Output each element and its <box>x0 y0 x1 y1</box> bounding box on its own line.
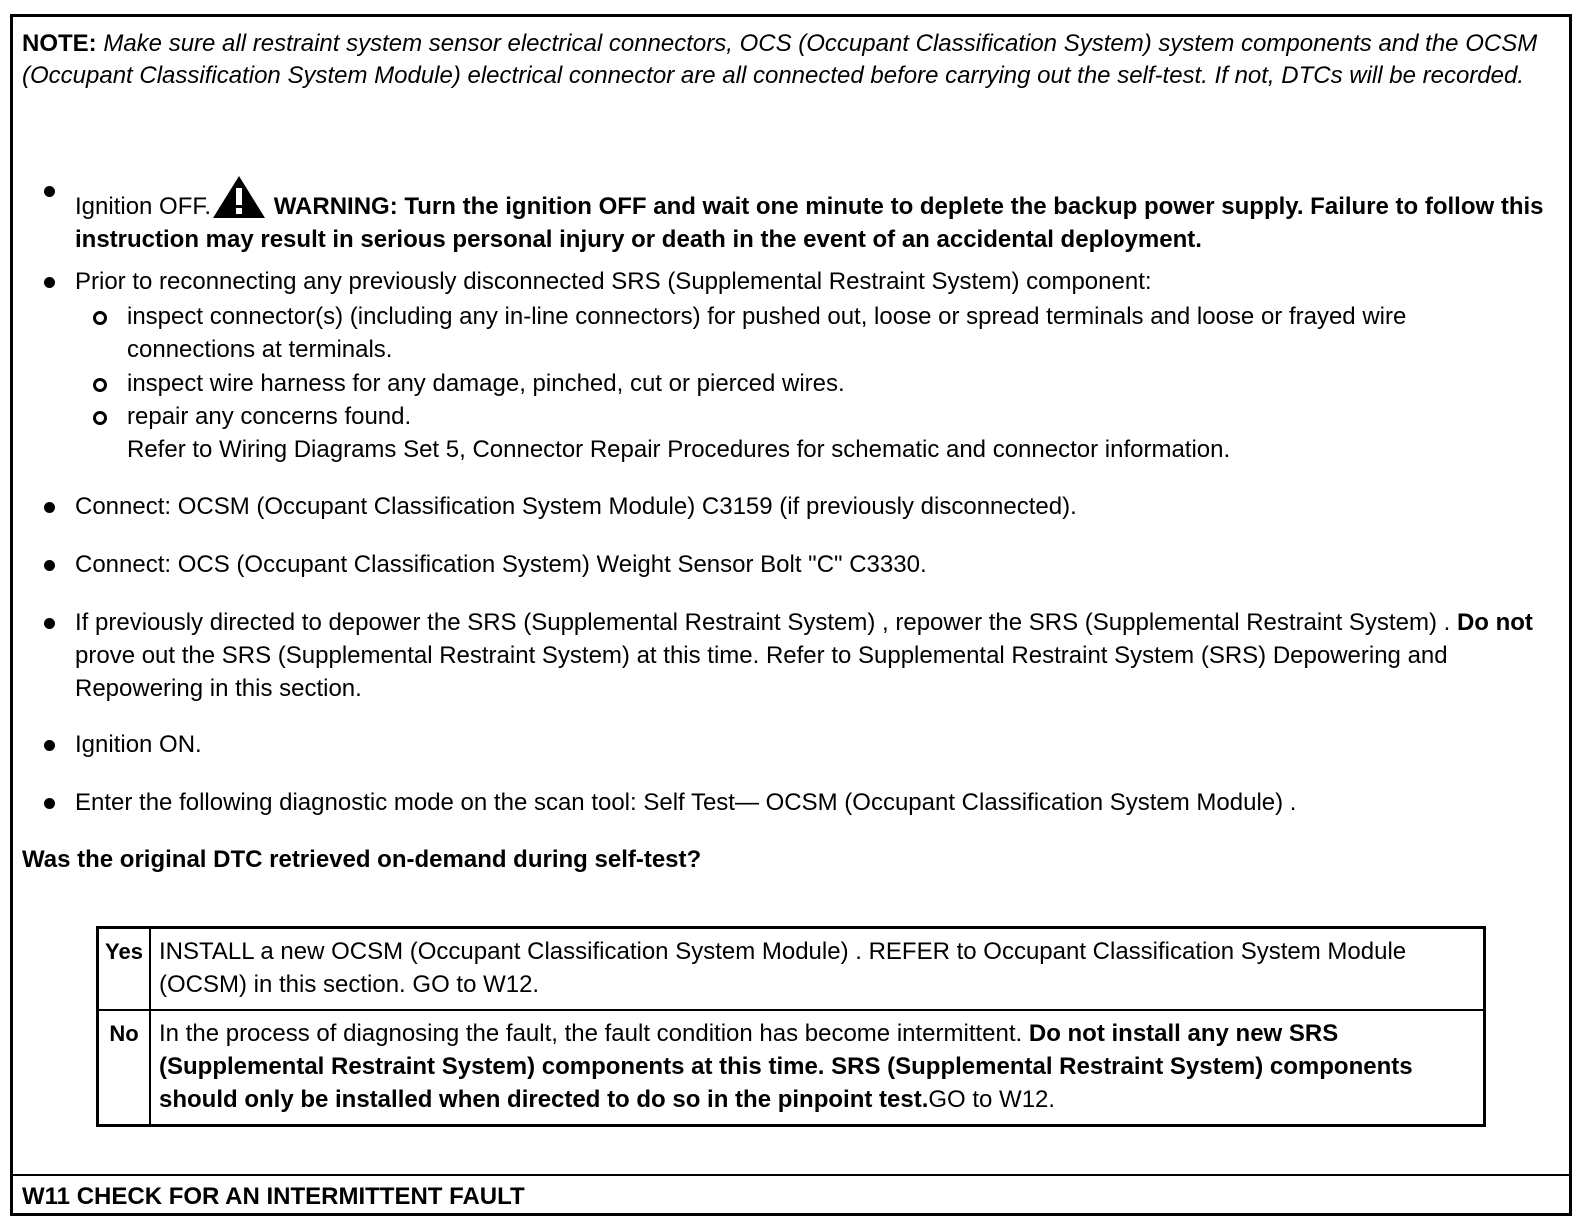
section-divider <box>10 1174 1572 1176</box>
question-heading: Was the original DTC retrieved on-demand during self-test? <box>22 846 702 873</box>
no-bold-instruction: Do not install any new SRS (Supplemental Restraint System) components at this time. SRS (Supplemental Restraint System) components should only be installed when directed to do so in the pinpoint test. <box>159 1020 1413 1113</box>
bullet-icon <box>44 502 55 513</box>
note-paragraph <box>22 28 1552 92</box>
bullet-icon <box>44 798 55 809</box>
bullet-icon <box>44 560 55 571</box>
bullet-icon <box>44 618 55 629</box>
substep-inspect-connectors-text: inspect connector(s) (including any in-line connectors) for pushed out, loose or spread terminals and loose or frayed wire connections at terminals. <box>127 303 1407 363</box>
step-prior-reconnecting-text: Prior to reconnecting any previously disconnected SRS (Supplemental Restraint System) component: <box>75 268 1152 295</box>
substep-inspect-harness-text: inspect wire harness for any damage, pinched, cut or pierced wires. <box>127 370 845 397</box>
answer-table <box>96 926 1486 1127</box>
answer-row-no <box>98 1010 1485 1126</box>
note-label: NOTE: <box>22 30 97 57</box>
no-label: No <box>98 1010 151 1126</box>
bullet-icon <box>44 186 55 197</box>
sub-bullet-icon <box>93 378 107 392</box>
substep-repair-concerns-text: repair any concerns found. <box>127 403 412 430</box>
yes-label: Yes <box>98 928 151 1011</box>
answer-row-yes <box>98 928 1485 1011</box>
warning-triangle-icon <box>211 174 267 220</box>
bullet-icon <box>44 277 55 288</box>
step-connect-ocs-sensor-text: Connect: OCS (Occupant Classification System) Weight Sensor Bolt "C" C3330. <box>75 551 927 578</box>
sub-bullet-icon <box>93 311 107 325</box>
do-not-emphasis: Do not <box>1456 609 1533 636</box>
step-connect-ocsm-text: Connect: OCSM (Occupant Classification System Module) C3159 (if previously disconnected). <box>75 493 1077 520</box>
bullet-icon <box>44 740 55 751</box>
next-section-heading: W11 CHECK FOR AN INTERMITTENT FAULT <box>22 1183 525 1210</box>
step-enter-diagnostic-mode-text: Enter the following diagnostic mode on the scan tool: Self Test— OCSM (Occupant Classification System Module) . <box>75 789 1297 816</box>
step-ignition-on-text: Ignition ON. <box>75 731 202 758</box>
wiring-diagram-reference: Refer to Wiring Diagrams Set 5, Connector Repair Procedures for schematic and connector information. <box>127 436 1231 463</box>
yes-text: INSTALL a new OCSM (Occupant Classification System Module) . REFER to Occupant Classification System Module (OCSM) in this section. GO to W12. <box>150 928 1485 1011</box>
no-text: In the process of diagnosing the fault, the fault condition has become intermittent. Do not install any new SRS (Supplemental Restraint System) components at this time. SRS (Supplemental Restraint System) components should only be installed when directed to do so in the pinpoint test.GO to W12. <box>150 1010 1485 1126</box>
step-ignition-off-text: Ignition OFF. <box>75 193 212 220</box>
step-repower-srs-text: If previously directed to depower the SRS (Supplemental Restraint System) , repower the SRS (Supplemental Restraint System) . Do not prove out the SRS (Supplemental Restraint System) at this time. Refer to Supplemental Restraint System (SRS) Depowering and Repowering in this section. <box>75 609 1533 702</box>
note-text: Make sure all restraint system sensor electrical connectors, OCS (Occupant Classification System) system components and the OCSM (Occupant Classification System Module) electrical connector are all connected before carrying out the self-test. If not, DTCs will be recorded. <box>22 30 1538 89</box>
warning-text: WARNING: Turn the ignition OFF and wait one minute to deplete the backup power supply. Failure to follow this instruction may result in serious personal injury or death in the event of an accidental deployment. <box>75 193 1544 253</box>
sub-bullet-icon <box>93 411 107 425</box>
